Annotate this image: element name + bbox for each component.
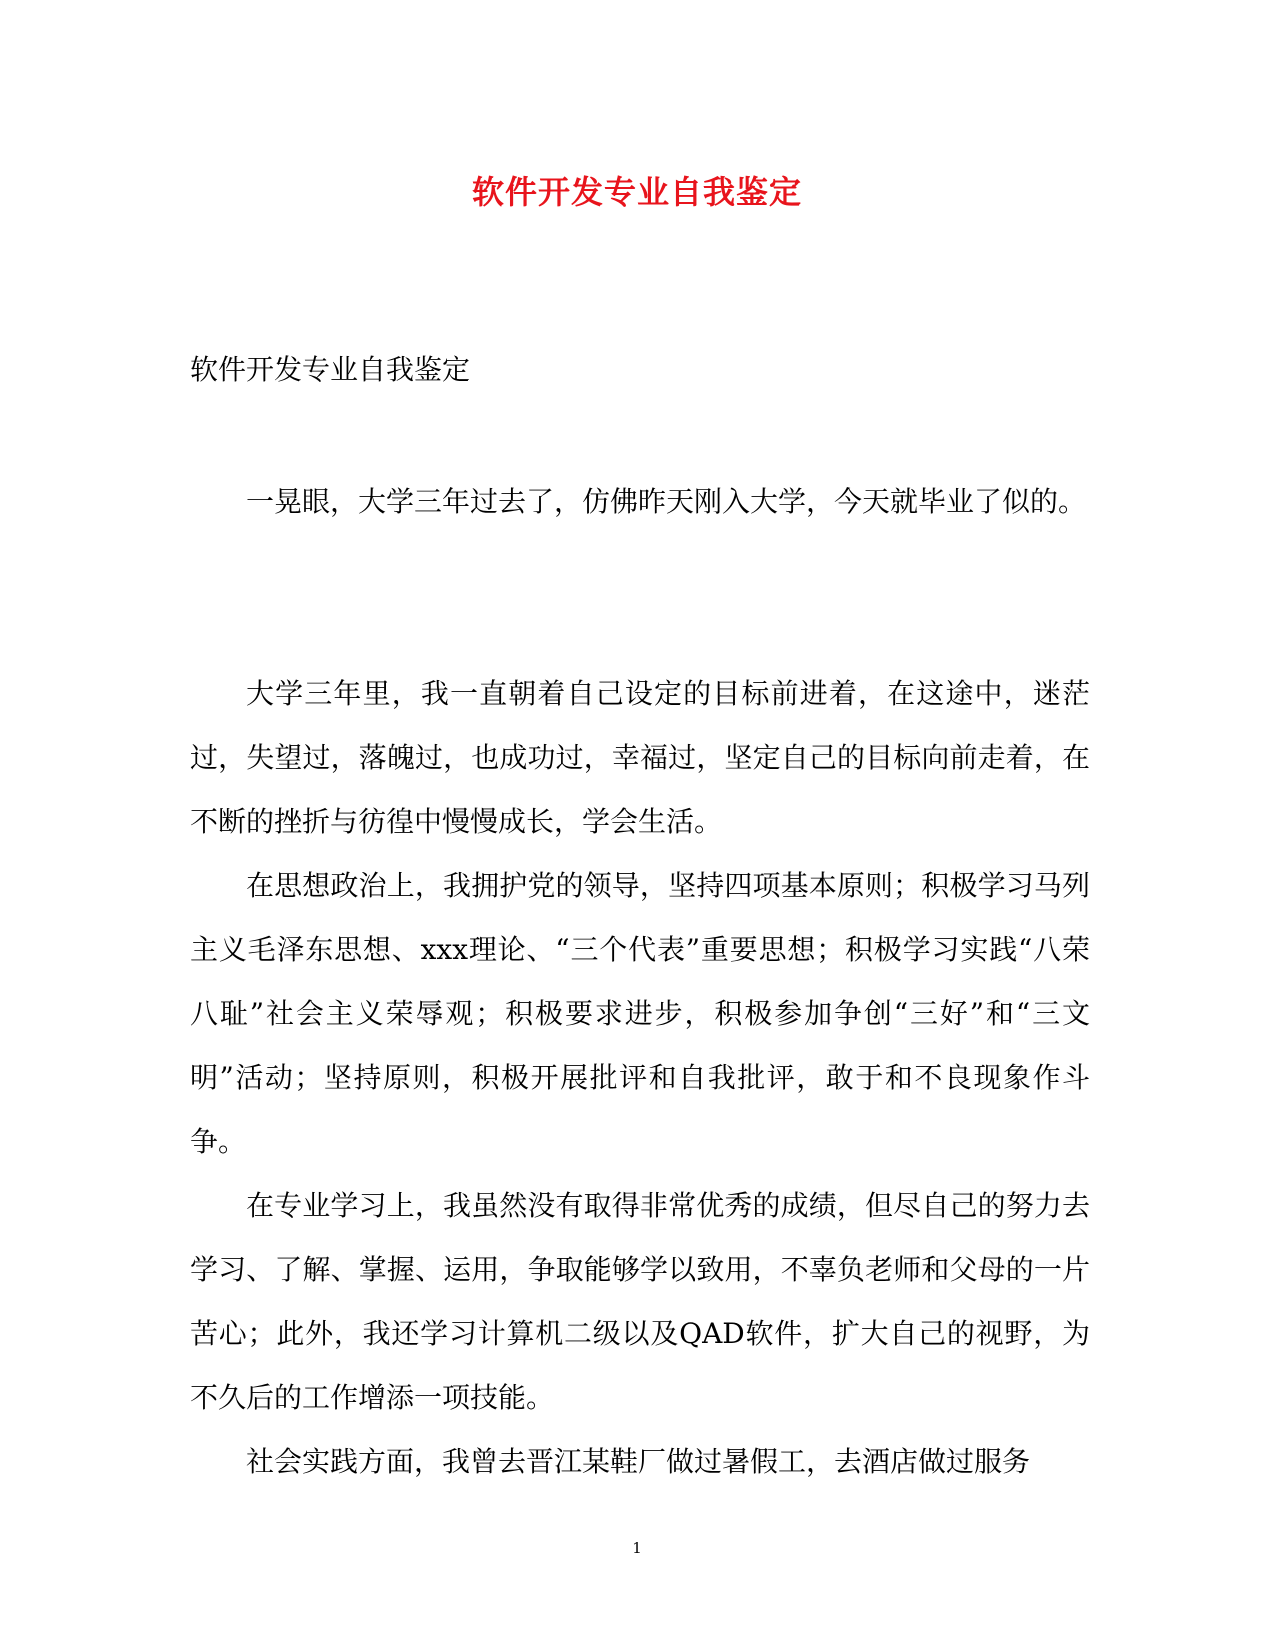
page-number: 1 [632,1539,642,1557]
paragraph-3: 在思想政治上，我拥护党的领导，坚持四项基本原则；积极学习马列主义毛泽东思想、xxx理论、“三个代表”重要思想；积极学习实践“八荣八耻”社会主义荣辱观；积极要求进步，积极参加争创“三好”和“三文明”活动；坚持原则，积极开展批评和自我批评，敢于和不良现象作斗争。 [190,869,1090,1158]
paragraph-1: 一晃眼，大学三年过去了，仿佛昨天刚入大学，今天就毕业了似的。 [246,485,1087,518]
document-title: 软件开发专业自我鉴定 [471,173,802,211]
document-subtitle: 软件开发专业自我鉴定 [190,353,471,386]
paragraph-2: 大学三年里，我一直朝着自己设定的目标前进着，在这途中，迷茫过，失望过，落魄过，也成功过，幸福过，坚定自己的目标向前走着，在不断的挫折与彷徨中慢慢成长，学会生活。 [190,677,1090,838]
paragraph-4: 在专业学习上，我虽然没有取得非常优秀的成绩，但尽自己的努力去学习、了解、掌握、运用，争取能够学以致用，不辜负老师和父母的一片苦心；此外，我还学习计算机二级以及QAD软件，扩大自己的视野，为不久后的工作增添一项技能。 [190,1189,1090,1414]
paragraph-5: 社会实践方面，我曾去晋江某鞋厂做过暑假工，去酒店做过服务 [246,1445,1031,1478]
